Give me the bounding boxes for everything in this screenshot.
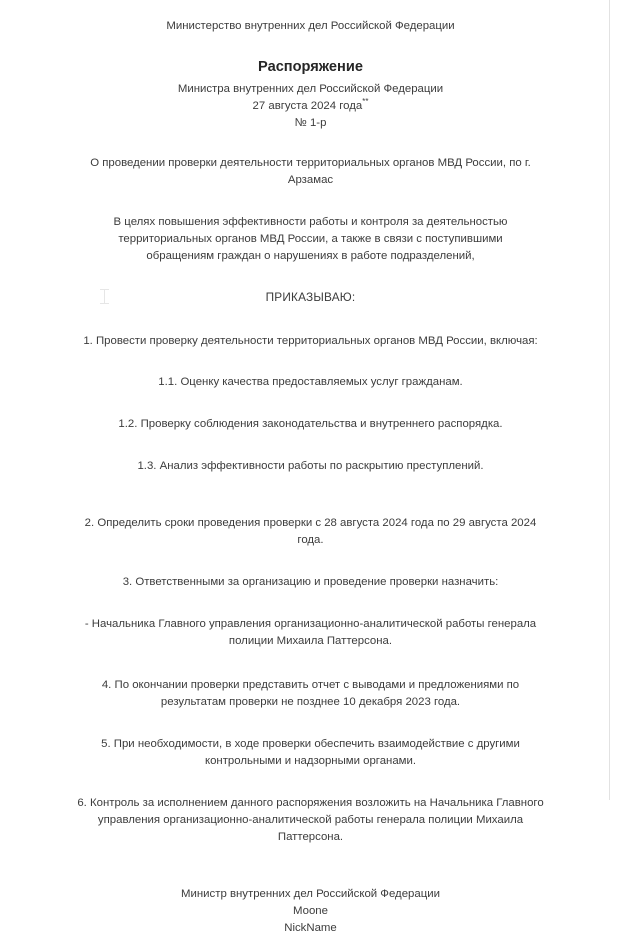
document-subtitle: Министра внутренних дел Российской Федерации (177, 83, 444, 95)
signature-block (78, 886, 544, 937)
clause-3: 3. Ответственными за организацию и проведение проверки назначить: (122, 576, 499, 588)
document-subject: О проведении проверки деятельности территориальных органов МВД России, по г. Арзамас (90, 157, 531, 186)
ministry-name: Министерство внутренних дел Российской Федерации (166, 20, 455, 32)
order-keyword: ПРИКАЗЫВАЮ: (265, 290, 356, 304)
document-preamble: В целях повышения эффективности работы и контроля за деятельностью территориальных органов МВД России, а также в связи с поступившими обращениям граждан о нарушениях в работе подразделений, (113, 216, 508, 262)
clause-5: 5. При необходимости, в ходе проверки обеспечить взаимодействие с другими контрольными и надзорными органами. (101, 738, 520, 767)
signatory-name: Моone (293, 905, 328, 917)
date-footnote-marker: ** (362, 97, 369, 107)
document-number: № 1-р (294, 117, 327, 129)
document-header (78, 18, 544, 132)
clause-1: 1. Провести проверку деятельности территориальных органов МВД России, включая: (83, 335, 538, 347)
clause-6: 6. Контроль за исполнением данного распоряжения возложить на Начальника Главного управления организационно-аналитической работы генерала полиции Михаила Паттерсона. (77, 797, 544, 843)
clause-1-2: 1.2. Проверку соблюдения законодательства и внутреннего распорядка. (118, 418, 503, 430)
clause-4: 4. По окончании проверки представить отчет с выводами и предложениями по результатам проверки не позднее 10 декабря 2023 года. (101, 679, 520, 708)
clause-1-1: 1.1. Оценку качества предоставляемых услуг гражданам. (158, 376, 463, 388)
responsible-official-1: - Начальника Главного управления организационно-аналитической работы генерала полиции Михаила Паттерсона. (84, 618, 537, 647)
clause-2: 2. Определить сроки проведения проверки с 28 августа 2024 года по 29 августа 2024 года. (84, 517, 537, 546)
clause-1-3: 1.3. Анализ эффективности работы по раскрытию преступлений. (137, 460, 484, 472)
document-date: 27 августа 2024 года (252, 100, 363, 112)
signatory-position: Министр внутренних дел Российской Федерации (181, 888, 440, 900)
page-title: Распоряжение (258, 59, 363, 75)
document-date-line (78, 98, 544, 115)
signatory-nickname: NickName (284, 922, 337, 934)
